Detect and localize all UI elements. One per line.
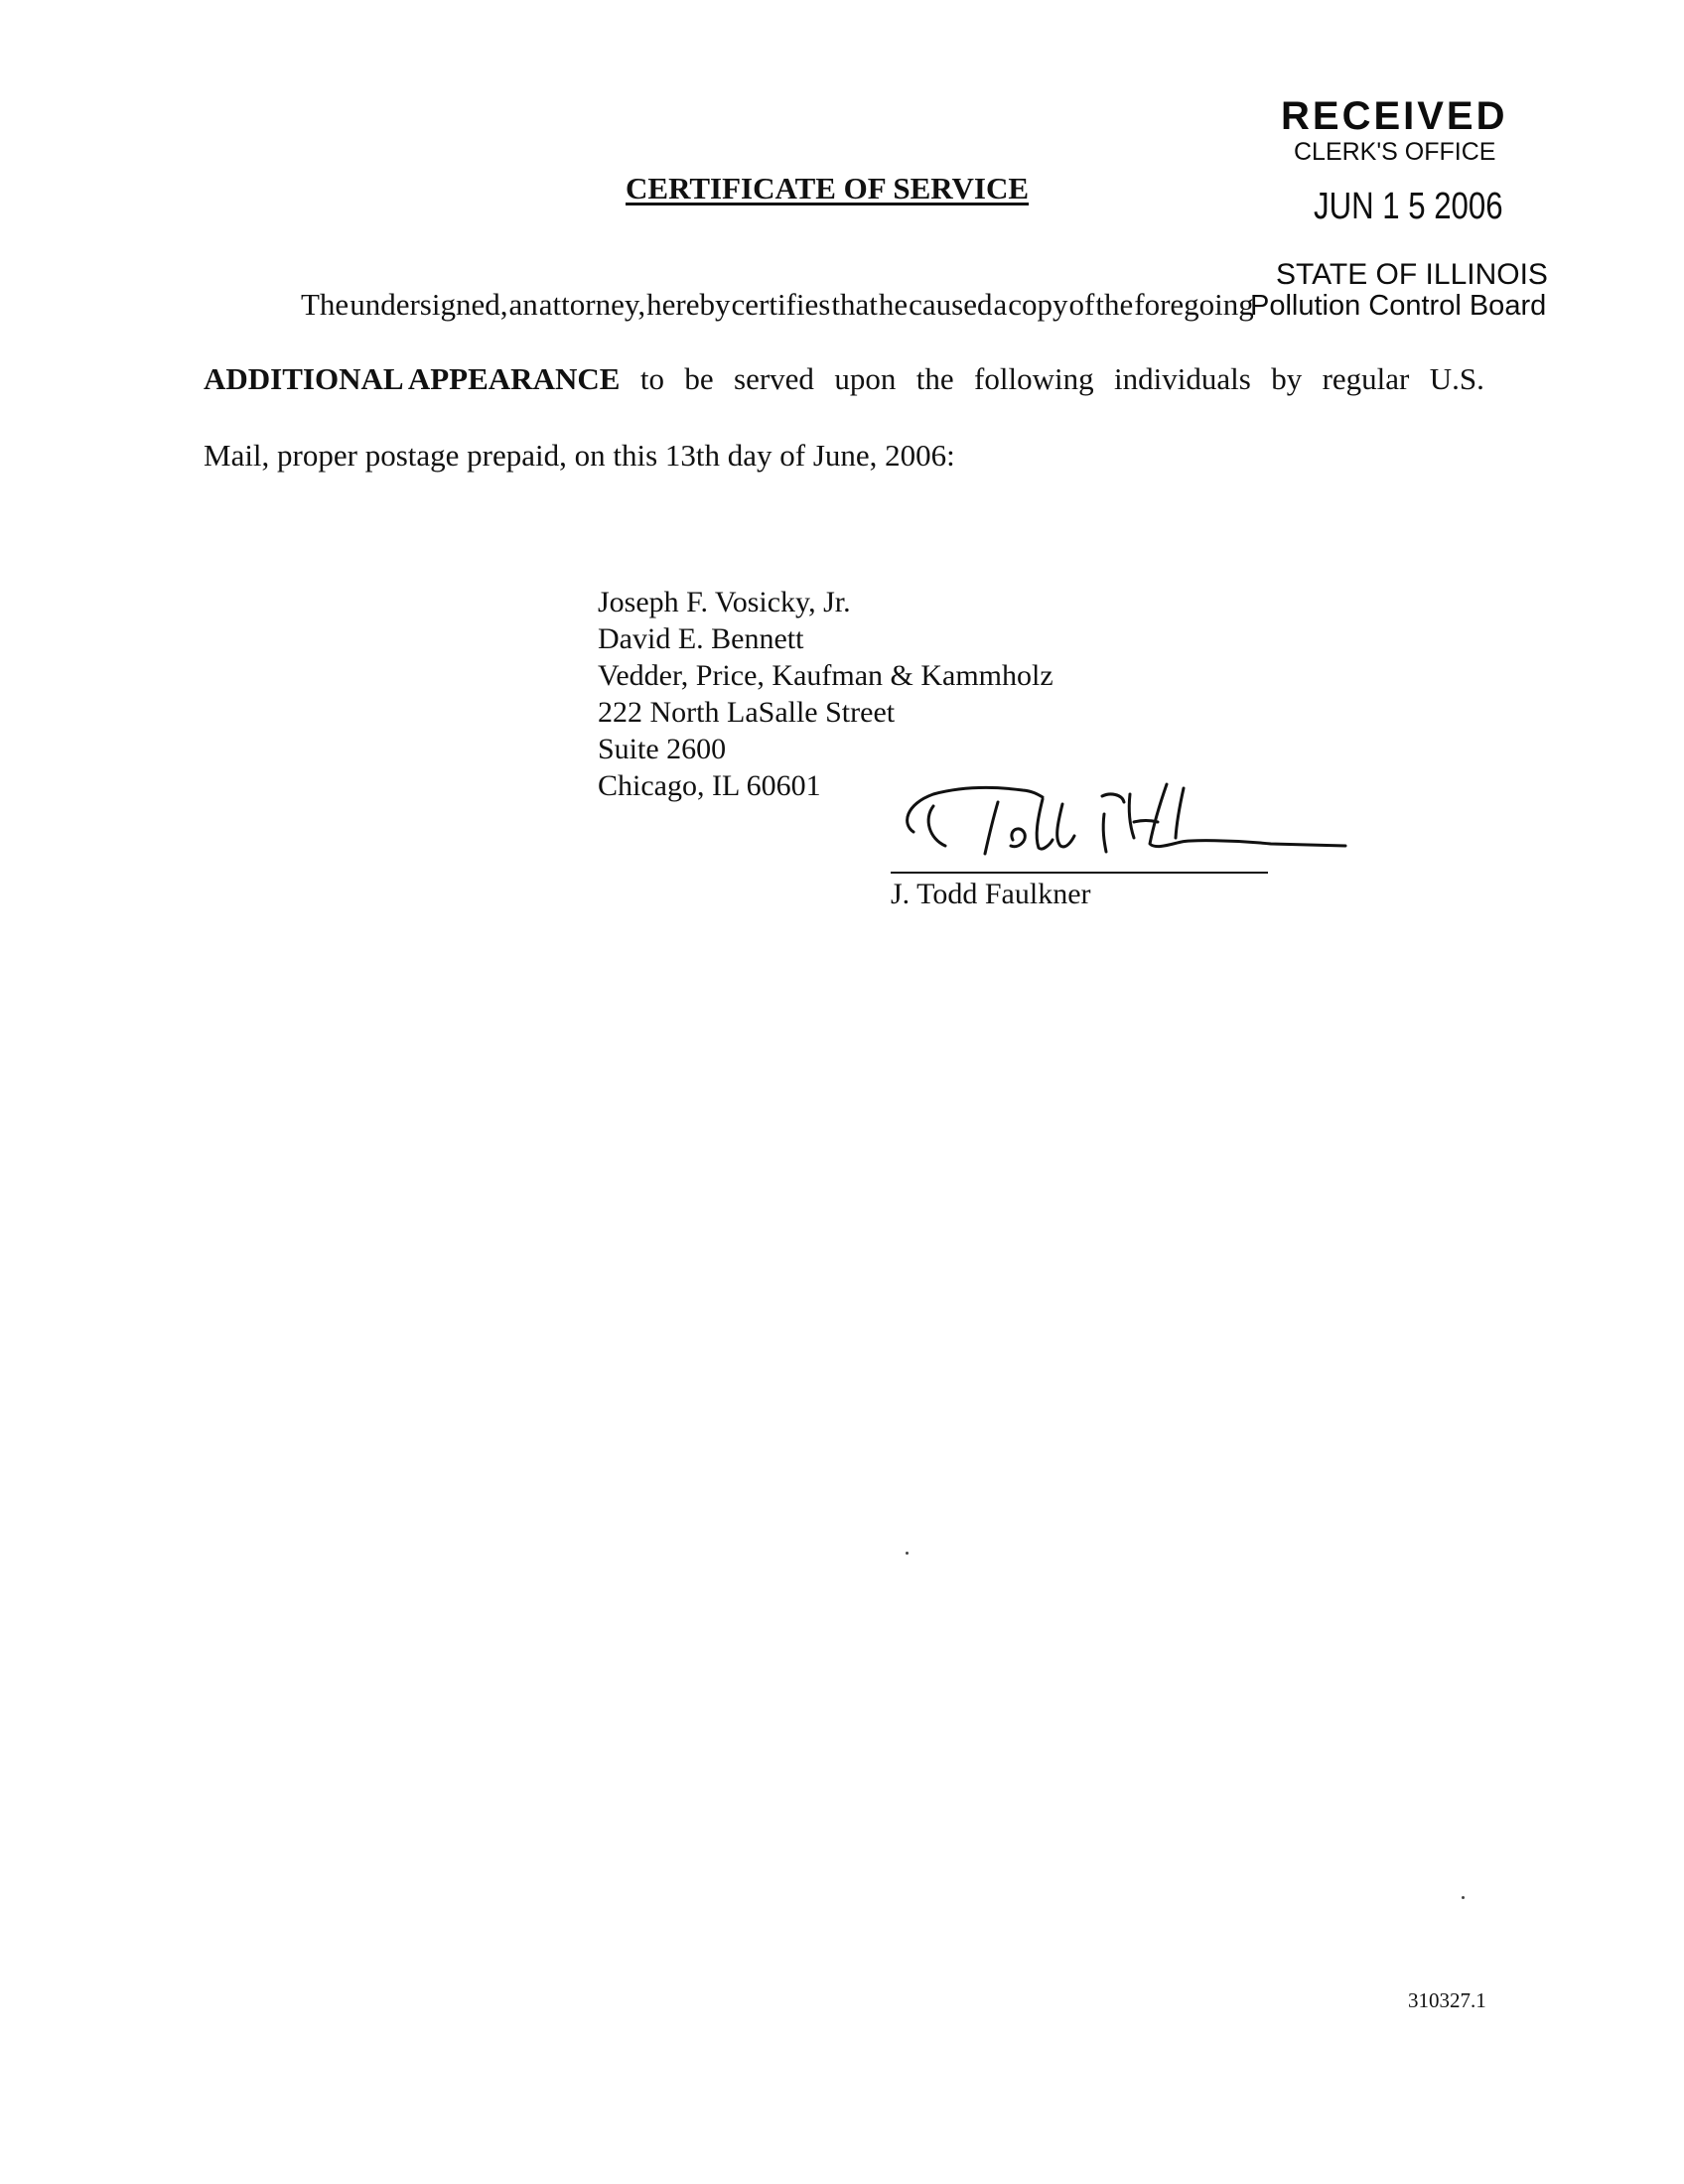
paragraph-word: following xyxy=(974,361,1094,396)
address-line: Suite 2600 xyxy=(598,733,727,765)
stamp-office-text: CLERK'S OFFICE xyxy=(1294,138,1496,166)
paragraph-word: the xyxy=(1095,287,1134,322)
paragraph-word: foregoing xyxy=(1134,287,1254,322)
paragraph-word: by xyxy=(1271,361,1303,396)
paragraph-line-2 xyxy=(204,361,1484,397)
address-line: Vedder, Price, Kaufman & Kammholz xyxy=(598,659,1053,692)
paragraph-word: caused xyxy=(909,287,993,322)
paragraph-word: the xyxy=(915,361,954,396)
paragraph-word: upon xyxy=(834,361,897,396)
paragraph-word: hereby xyxy=(646,287,731,322)
stamp-state-text: STATE OF ILLINOIS xyxy=(1276,258,1548,291)
stamp-date: JUN 1 5 2006 xyxy=(1314,186,1503,227)
paragraph-word: that xyxy=(831,287,878,322)
signature-line xyxy=(891,872,1268,874)
address-line: 222 North LaSalle Street xyxy=(598,696,896,729)
paragraph-word: individuals xyxy=(1114,361,1251,396)
handwritten-signature xyxy=(894,764,1350,874)
paragraph-word: be xyxy=(684,361,714,396)
signer-name: J. Todd Faulkner xyxy=(891,878,1091,910)
paragraph-word: copy xyxy=(1008,287,1068,322)
address-line: Chicago, IL 60601 xyxy=(598,769,821,802)
paragraph-word: of xyxy=(1068,287,1095,322)
paragraph-word: an xyxy=(508,287,538,322)
document-name-bold: ADDITIONAL APPEARANCE xyxy=(204,361,621,396)
address-line: Joseph F. Vosicky, Jr. xyxy=(598,586,851,618)
paragraph-word: served xyxy=(734,361,814,396)
paragraph-word: he xyxy=(878,287,909,322)
scan-speck xyxy=(906,1552,909,1555)
address-line: David E. Bennett xyxy=(598,622,804,655)
paragraph-word: attorney, xyxy=(538,287,646,322)
paragraph-word: to xyxy=(639,361,664,396)
paragraph-word: a xyxy=(993,287,1008,322)
scan-speck xyxy=(1462,1896,1465,1899)
paragraph-word: The xyxy=(301,287,350,322)
paragraph-line-1 xyxy=(301,287,1254,323)
paragraph-word: certifies xyxy=(731,287,831,322)
paragraph-word: U.S. xyxy=(1429,361,1484,396)
paragraph-line-3: Mail, proper postage prepaid, on this 13th day of June, 2006: xyxy=(204,438,955,473)
paragraph-word: undersigned, xyxy=(350,287,508,322)
document-id: 310327.1 xyxy=(1408,1988,1486,2012)
stamp-received-text: RECEIVED xyxy=(1281,94,1508,138)
stamp-board-text: Pollution Control Board xyxy=(1250,290,1547,322)
document-title: CERTIFICATE OF SERVICE xyxy=(626,171,1030,205)
paragraph-word: regular xyxy=(1322,361,1410,396)
